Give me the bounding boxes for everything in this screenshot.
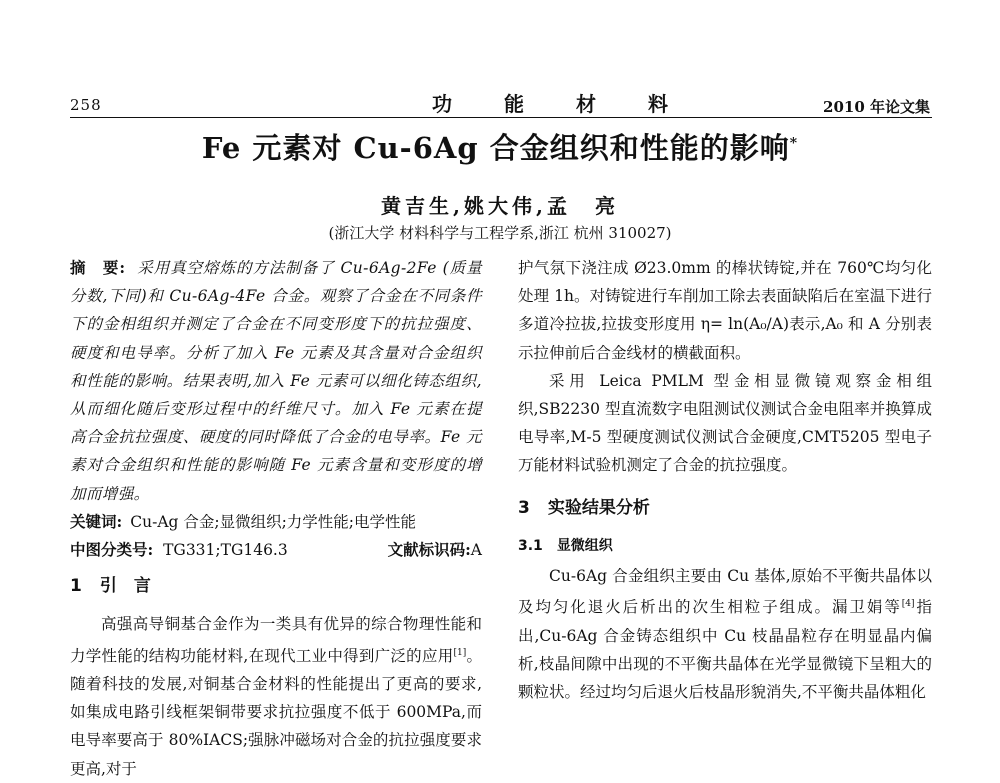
clc-label: 中图分类号: <box>70 540 154 560</box>
citation-4[interactable]: [4] <box>901 599 915 610</box>
section-3-title: 实验结果分析 <box>547 497 650 518</box>
issue-label: 2010 年论文集 <box>823 98 930 116</box>
abstract <box>70 254 482 508</box>
instruments-paragraph: 采用 Leica PMLM 型金相显微镜观察金相组织,SB2230 型直流数字电阻测试仪测试合金电阻率并换算成电导率,M-5 型硬度测试仪测试合金硬度,CMT5205 型电子万能材料试验机测定了合金的抗拉强度。 <box>518 371 932 475</box>
subsection-3-1-heading <box>518 532 932 560</box>
section-3-number: 3 <box>518 497 530 518</box>
affiliation: (浙江大学 材料科学与工程学系,浙江 杭州 310027) <box>328 224 672 242</box>
page-number: 258 <box>70 96 102 114</box>
subsection-3-1-number: 3.1 <box>518 537 543 554</box>
abstract-label: 摘 要: <box>70 258 126 277</box>
journal-name: 功能材料 <box>432 92 720 116</box>
microstructure-paragraph: Cu-6Ag 合金组织主要由 Cu 基体,原始不平衡共晶体以及均匀化退火后析出的次生相粒子组成。漏卫娟等[4]指出,Cu-6Ag 合金铸态组织中 Cu 枝晶晶粒存在明显晶内偏析,枝晶间隙中出现的不平衡共晶体在光学显微镜下呈粗大的颗粒状。经过均匀后退火后枝晶形貌消失,不平衡共晶体粗化 <box>518 567 932 701</box>
classification-row <box>70 536 482 564</box>
title-footnote-mark: * <box>789 135 799 152</box>
intro-paragraph: 高强高导铜基合金作为一类具有优异的综合物理性能和力学性能的结构功能材料,在现代工业中得到广泛的应用[1]。随着科技的发展,对铜基合金材料的性能提出了更高的要求,如集成电路引线框架铜带要求抗拉强度不低于 600MPa,而电导率要高于 80%IACS;强脉冲磁场对合金的抗拉强度要求更高,对于 <box>70 615 482 778</box>
keywords <box>70 508 482 536</box>
right-column <box>518 254 932 706</box>
section-1-title: 引 言 <box>99 576 151 597</box>
left-column <box>70 254 482 783</box>
section-3-heading <box>518 494 932 522</box>
header-rule <box>70 117 932 118</box>
doc-code-value: A <box>470 541 482 560</box>
keywords-label: 关键词: <box>70 511 123 531</box>
paper-title <box>0 126 1000 167</box>
paper-title-text: Fe 元素对 Cu-6Ag 合金组织和性能的影响 <box>201 131 790 165</box>
clc-value: TG331;TG146.3 <box>163 541 288 560</box>
method-paragraph: 护气氛下浇注成 Ø23.0mm 的棒状铸锭,并在 760℃均匀化处理 1h。对铸锭进行车削加工除去表面缺陷后在室温下进行多道冷拉拔,拉拔变形度用 η= ln(A₀/A)表示,A₀ 和 A 分别表示拉伸前后合金线材的横截面积。 <box>518 259 932 362</box>
section-1-number: 1 <box>70 576 82 597</box>
subsection-3-1-title: 显微组织 <box>556 537 613 554</box>
keywords-text: Cu-Ag 合金;显微组织;力学性能;电学性能 <box>130 512 417 531</box>
authors: 黄吉生,姚大伟,孟 亮 <box>381 194 619 218</box>
citation-1[interactable]: [1] <box>453 647 467 658</box>
abstract-text: 采用真空熔炼的方法制备了 Cu-6Ag-2Fe (质量分数,下同)和 Cu-6Ag-4Fe 合金。观察了合金在不同条件下的金相组织并测定了合金在不同变形度下的抗拉强度、硬度和电导率。分析了加入 Fe 元素及其含量对合金组织和性能的影响。结果表明,加入 Fe 元素可以细化铸态组织,从而细化随后变形过程中的纤维尺寸。加入 Fe 元素在提高合金抗拉强度、硬度的同时降低了合金的电导率。Fe 元素对合金组织和性能的影响随 Fe 元素含量和变形度的增加而增强。 <box>70 259 482 503</box>
section-1-heading <box>70 572 482 600</box>
doc-code-label: 文献标识码: <box>387 540 471 560</box>
